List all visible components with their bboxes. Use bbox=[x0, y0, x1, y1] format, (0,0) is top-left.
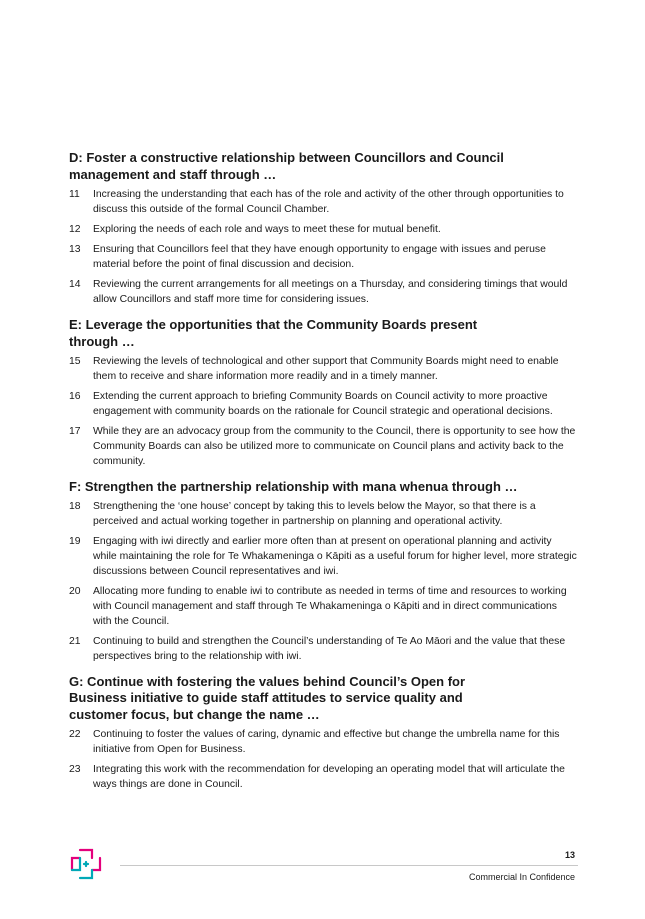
item-number: 21 bbox=[69, 636, 81, 648]
item-number: 12 bbox=[69, 224, 81, 236]
item-text: Increasing the understanding that each has of the role and activity of the other through opportunities to discuss this outside of the formal Council Chamber. bbox=[93, 189, 564, 215]
item-text: Continuing to build and strengthen the Council’s understanding of Te Ao Māori and the value that these perspectives bring to the relationship with iwi. bbox=[93, 636, 566, 662]
section-f bbox=[69, 479, 577, 665]
item-text: Ensuring that Councillors feel that they have enough opportunity to engage with issues and peruse material before the point of final discussion and decision. bbox=[93, 244, 546, 271]
item-text: Allocating more funding to enable iwi to contribute as needed in terms of time and resources to working with Council management and staff through Te Whakameninga o Kāpiti and in direct communications with the Council. bbox=[93, 586, 567, 627]
section-g bbox=[69, 674, 577, 793]
section-heading: G: Continue with fostering the values behind Council’s Open for Business initiative to guide staff attitudes to service quality and customer focus, but change the name … bbox=[69, 673, 466, 722]
item-text: Exploring the needs of each role and ways to meet these for mutual benefit. bbox=[93, 224, 441, 236]
item-number: 19 bbox=[69, 536, 81, 548]
item-text: Strengthening the ‘one house’ concept by taking this to levels below the Mayor, so that there is a perceived and actual working together in partnership on planning and operational activity. bbox=[93, 501, 536, 527]
list-item bbox=[69, 223, 577, 238]
item-text: Extending the current approach to briefing Community Boards on Council activity to more proactive engagement with community boards on the rationale for Council strategic and operational decisions. bbox=[93, 391, 553, 417]
section-e bbox=[69, 317, 577, 470]
council-logo-icon bbox=[68, 846, 104, 882]
confidentiality-label: Commercial In Confidence bbox=[468, 872, 575, 882]
list-item bbox=[69, 763, 577, 793]
section-heading: E: Leverage the opportunities that the Community Boards present through … bbox=[69, 317, 478, 349]
item-number: 17 bbox=[69, 426, 81, 438]
item-number: 16 bbox=[69, 391, 81, 403]
item-number: 22 bbox=[69, 729, 81, 741]
item-number: 14 bbox=[69, 279, 81, 291]
section-heading: D: Foster a constructive relationship between Councillors and Council management and staff through … bbox=[69, 150, 504, 182]
item-text: While they are an advocacy group from the community to the Council, there is opportunity to see how the Community Boards can also be utilized more to communicate on Council plans and activity back to the community. bbox=[93, 426, 576, 467]
logo-teal-strokes bbox=[72, 858, 92, 878]
list-item bbox=[69, 355, 577, 385]
list-item bbox=[69, 635, 577, 665]
list-item bbox=[69, 585, 577, 629]
item-text: Integrating this work with the recommendation for developing an operating model that will articulate the ways things are done in Council. bbox=[93, 764, 565, 791]
item-text: Continuing to foster the values of caring, dynamic and effective but change the umbrella name for this initiative from Open for Business. bbox=[93, 729, 560, 755]
item-number: 11 bbox=[69, 189, 80, 200]
list-item bbox=[69, 390, 577, 420]
list-item bbox=[69, 243, 577, 273]
document-body bbox=[69, 150, 577, 802]
footer-divider bbox=[120, 865, 578, 866]
item-number: 18 bbox=[69, 501, 81, 513]
list-item bbox=[69, 535, 577, 579]
item-text: Engaging with iwi directly and earlier more often than at present on operational planning and activity while maintaining the role for Te Whakameninga o Kāpiti as a useful forum for higher level, more strategic discussions between Council representatives and iwi. bbox=[93, 536, 577, 577]
list-item bbox=[69, 425, 577, 469]
list-item bbox=[69, 728, 577, 758]
section-d bbox=[69, 150, 577, 308]
item-number: 20 bbox=[69, 586, 81, 598]
list-item bbox=[69, 188, 577, 218]
item-number: 23 bbox=[69, 764, 81, 776]
list-item bbox=[69, 500, 577, 530]
page-number: 13 bbox=[564, 850, 575, 860]
item-text: Reviewing the levels of technological and other support that Community Boards might need to enable them to receive and share information more readily and in a timely manner. bbox=[93, 356, 559, 382]
item-number: 15 bbox=[69, 356, 81, 368]
item-text: Reviewing the current arrangements for all meetings on a Thursday, and considering timings that would allow Councillors and staff more time for considering issues. bbox=[93, 279, 568, 306]
item-number: 13 bbox=[69, 244, 81, 256]
list-item bbox=[69, 278, 577, 308]
section-heading: F: Strengthen the partnership relationship with mana whenua through … bbox=[69, 478, 518, 494]
